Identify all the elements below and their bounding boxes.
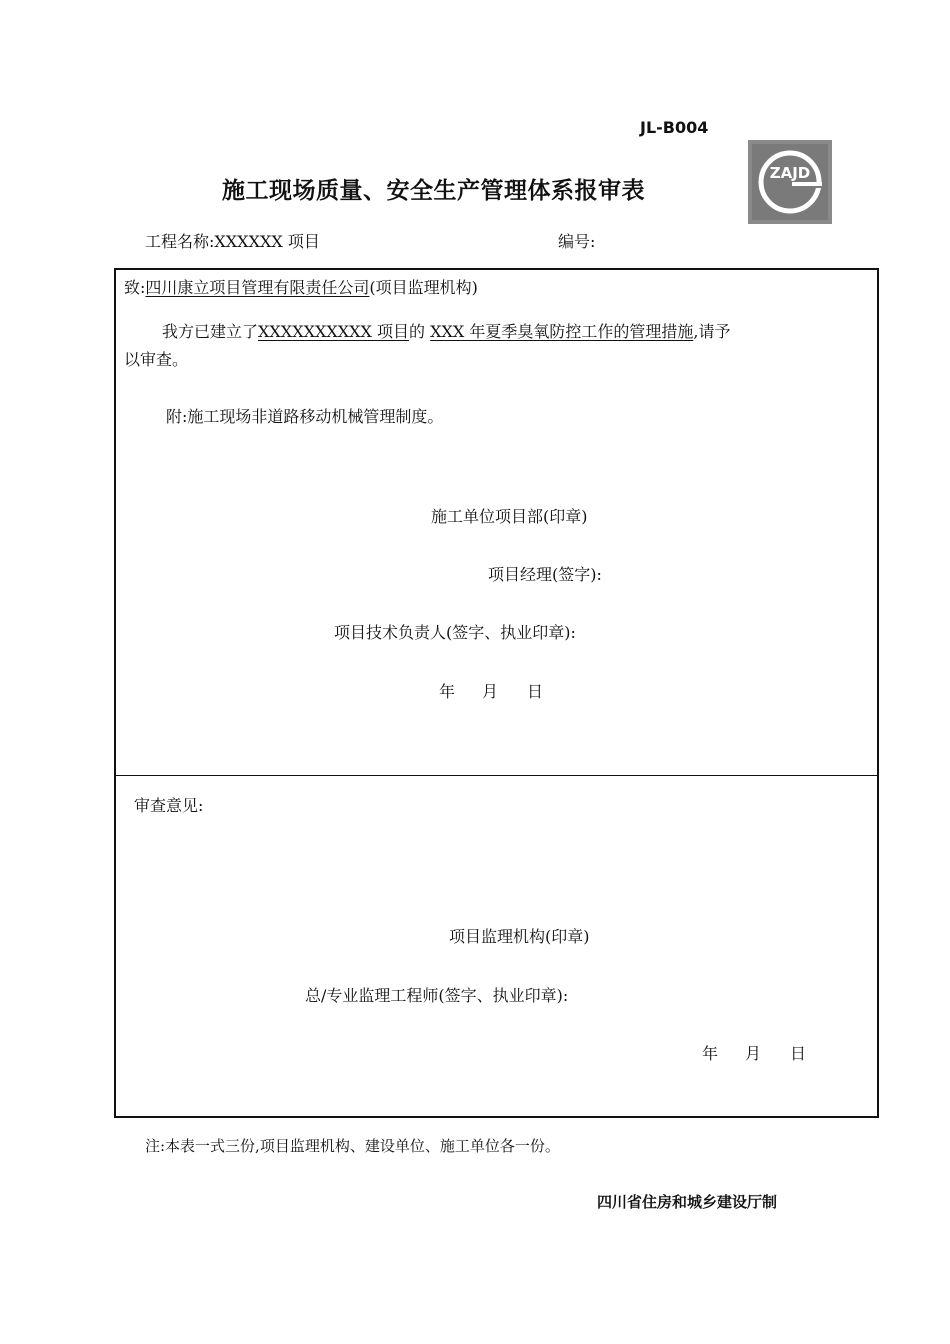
- company-logo: [748, 140, 832, 224]
- footnote: 注:本表一式三份,项目监理机构、建设单位、施工单位各一份。: [145, 1137, 560, 1155]
- form-code: JL-B004: [640, 118, 709, 137]
- measure-blank: XXX 年夏季臭氧防控工作的管理措施: [430, 322, 694, 341]
- submission-date-day: 日: [527, 682, 544, 701]
- project-blank: XXXXXXXXXX 项目: [258, 322, 410, 341]
- body-prefix: 我方已建立了: [162, 322, 259, 341]
- project-manager-sign: 项目经理(签字):: [488, 565, 602, 584]
- review-opinion-label: 审查意见:: [134, 796, 204, 815]
- issuer: 四川省住房和城乡建设厅制: [597, 1193, 778, 1211]
- review-date-day: 日: [790, 1044, 807, 1063]
- contractor-stamp: 施工单位项目部(印章): [431, 507, 588, 526]
- submission-date-year: 年: [439, 682, 456, 701]
- body-suffix: ,请予: [693, 322, 731, 341]
- supervisor-org: 四川康立项目管理有限责任公司: [145, 278, 370, 297]
- addressee-line: [124, 275, 478, 298]
- logo-text: ZAJD: [769, 164, 811, 182]
- engineer-sign: 总/专业监理工程师(签字、执业印章):: [305, 986, 569, 1005]
- section-divider: [114, 775, 879, 776]
- tech-lead-sign: 项目技术负责人(签字、执业印章):: [334, 623, 576, 642]
- to-suffix: (项目监理机构): [369, 278, 478, 297]
- supervisor-stamp: 项目监理机构(印章): [449, 927, 590, 946]
- page-title: 施工现场质量、安全生产管理体系报审表: [222, 178, 645, 204]
- submission-date-month: 月: [482, 682, 499, 701]
- body-mid: 的: [409, 322, 426, 341]
- to-label: 致:: [124, 278, 146, 297]
- project-name: 工程名称:XXXXXX 项目: [145, 232, 320, 251]
- serial-number-label: 编号:: [558, 232, 596, 251]
- submission-body-line2: 以审查。: [124, 350, 189, 369]
- submission-body: [162, 319, 730, 342]
- attachment-line: 附:施工现场非道路移动机械管理制度。: [166, 407, 444, 426]
- review-date-month: 月: [745, 1044, 762, 1063]
- review-date-year: 年: [702, 1044, 719, 1063]
